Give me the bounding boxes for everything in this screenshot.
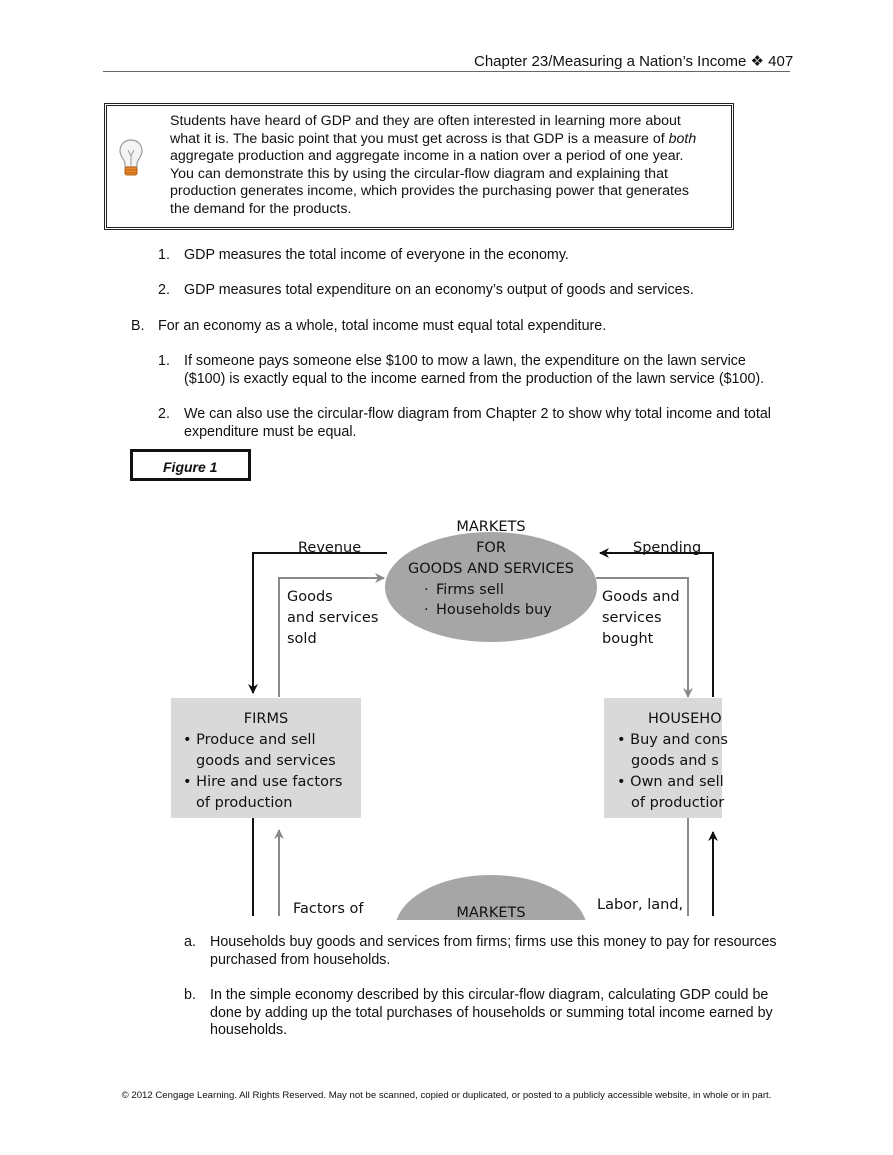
outline-line: In the simple economy described by this circular-flow diagram, calculating GDP could be xyxy=(210,987,769,1003)
goods-market-title: GOODS AND SERVICES xyxy=(408,561,574,577)
outline-item xyxy=(184,353,764,388)
outline-marker: 2. xyxy=(158,282,170,298)
outline-marker: 1. xyxy=(158,247,170,263)
factors-label: Factors of xyxy=(293,901,364,917)
factor-market-title: MARKETS xyxy=(456,905,526,920)
outline-line: households. xyxy=(210,1022,288,1038)
spending-label: Spending xyxy=(633,540,702,556)
goods-market-title: FOR xyxy=(476,540,506,556)
outline-marker: B. xyxy=(131,318,145,334)
outline-line: done by adding up the total purchases of households or summing total income earned by xyxy=(210,1004,773,1021)
goods-sold-label: sold xyxy=(287,631,317,647)
copyright-notice: © 2012 Cengage Learning. All Rights Reserved. May not be scanned, copied or duplicated, or posted to a publicly accessible website, in whole or in part. xyxy=(121,1090,772,1101)
figure-label-text: Figure 1 xyxy=(163,459,218,475)
circular-flow-diagram xyxy=(0,490,893,920)
outline-item: For an economy as a whole, total income must equal total expenditure. xyxy=(158,318,607,334)
outline-item: GDP measures the total income of everyone in the economy. xyxy=(184,247,569,263)
tip-emphasis: both xyxy=(668,130,697,147)
goods-bought-label: bought xyxy=(602,631,654,647)
goods-market-title: MARKETS xyxy=(456,519,526,535)
goods-market-bullet: Firms sell xyxy=(436,582,504,598)
outline-item: GDP measures total expenditure on an economy’s output of goods and services. xyxy=(184,282,694,298)
firms-line: goods and services xyxy=(196,753,336,769)
firms-title: FIRMS xyxy=(243,711,289,727)
outline-marker: 1. xyxy=(158,353,170,369)
tip-line xyxy=(170,131,730,149)
households-line: • Buy and cons xyxy=(617,732,728,748)
firms-line: • Hire and use factors xyxy=(183,774,343,790)
outline-line: We can also use the circular-flow diagram from Chapter 2 to show why total income and total xyxy=(184,406,771,422)
tip-line-part: what it is. The basic point that you must get across is that GDP is a measure of xyxy=(170,130,669,147)
households-line: goods and s xyxy=(631,753,719,769)
tip-line: aggregate production and aggregate income in a nation over a period of one year. xyxy=(170,148,684,165)
households-title: HOUSEHO xyxy=(648,711,722,727)
households-line: of productior xyxy=(631,795,725,811)
outline-line: If someone pays someone else $100 to mow a lawn, the expenditure on the lawn service xyxy=(184,353,746,369)
lightbulb-icon xyxy=(118,138,144,180)
figure-label xyxy=(130,449,251,481)
firms-line: • Produce and sell xyxy=(183,732,316,748)
goods-sold-label: Goods xyxy=(287,589,333,605)
teaching-tip-text xyxy=(170,113,730,219)
outline-item xyxy=(184,406,771,441)
goods-sold-label: and services xyxy=(287,610,379,626)
outline-line: Households buy goods and services from firms; firms use this money to pay for resources xyxy=(210,934,777,950)
goods-market-bullet-mark: · xyxy=(424,602,429,618)
goods-bought-label: services xyxy=(602,610,662,626)
outline-line: ($100) is exactly equal to the income earned from the production of the lawn service ($100). xyxy=(184,370,765,387)
revenue-label: Revenue xyxy=(298,540,362,556)
outline-line: expenditure must be equal. xyxy=(184,423,357,440)
tip-line: the demand for the products. xyxy=(170,200,352,217)
goods-bought-label: Goods and xyxy=(602,589,680,605)
tip-line: Students have heard of GDP and they are often interested in learning more about xyxy=(170,113,681,129)
running-head: Chapter 23/Measuring a Nation’s Income ❖ 407 xyxy=(474,53,794,70)
tip-line: production generates income, which provides the purchasing power that generates xyxy=(170,183,689,200)
goods-market-bullet-mark: · xyxy=(424,582,429,598)
outline-line: purchased from households. xyxy=(210,951,391,968)
outline-marker: a. xyxy=(184,934,196,950)
labor-label: Labor, land, xyxy=(597,897,684,913)
outline-marker: 2. xyxy=(158,406,170,422)
firms-line: of production xyxy=(196,795,293,811)
households-line: • Own and sell xyxy=(617,774,724,790)
header-rule xyxy=(103,71,790,72)
tip-line: You can demonstrate this by using the circular-flow diagram and explaining that xyxy=(170,165,668,182)
outline-item xyxy=(210,987,773,1040)
goods-market-bullet: Households buy xyxy=(436,602,552,618)
outline-marker: b. xyxy=(184,987,196,1003)
outline-item xyxy=(210,934,777,969)
